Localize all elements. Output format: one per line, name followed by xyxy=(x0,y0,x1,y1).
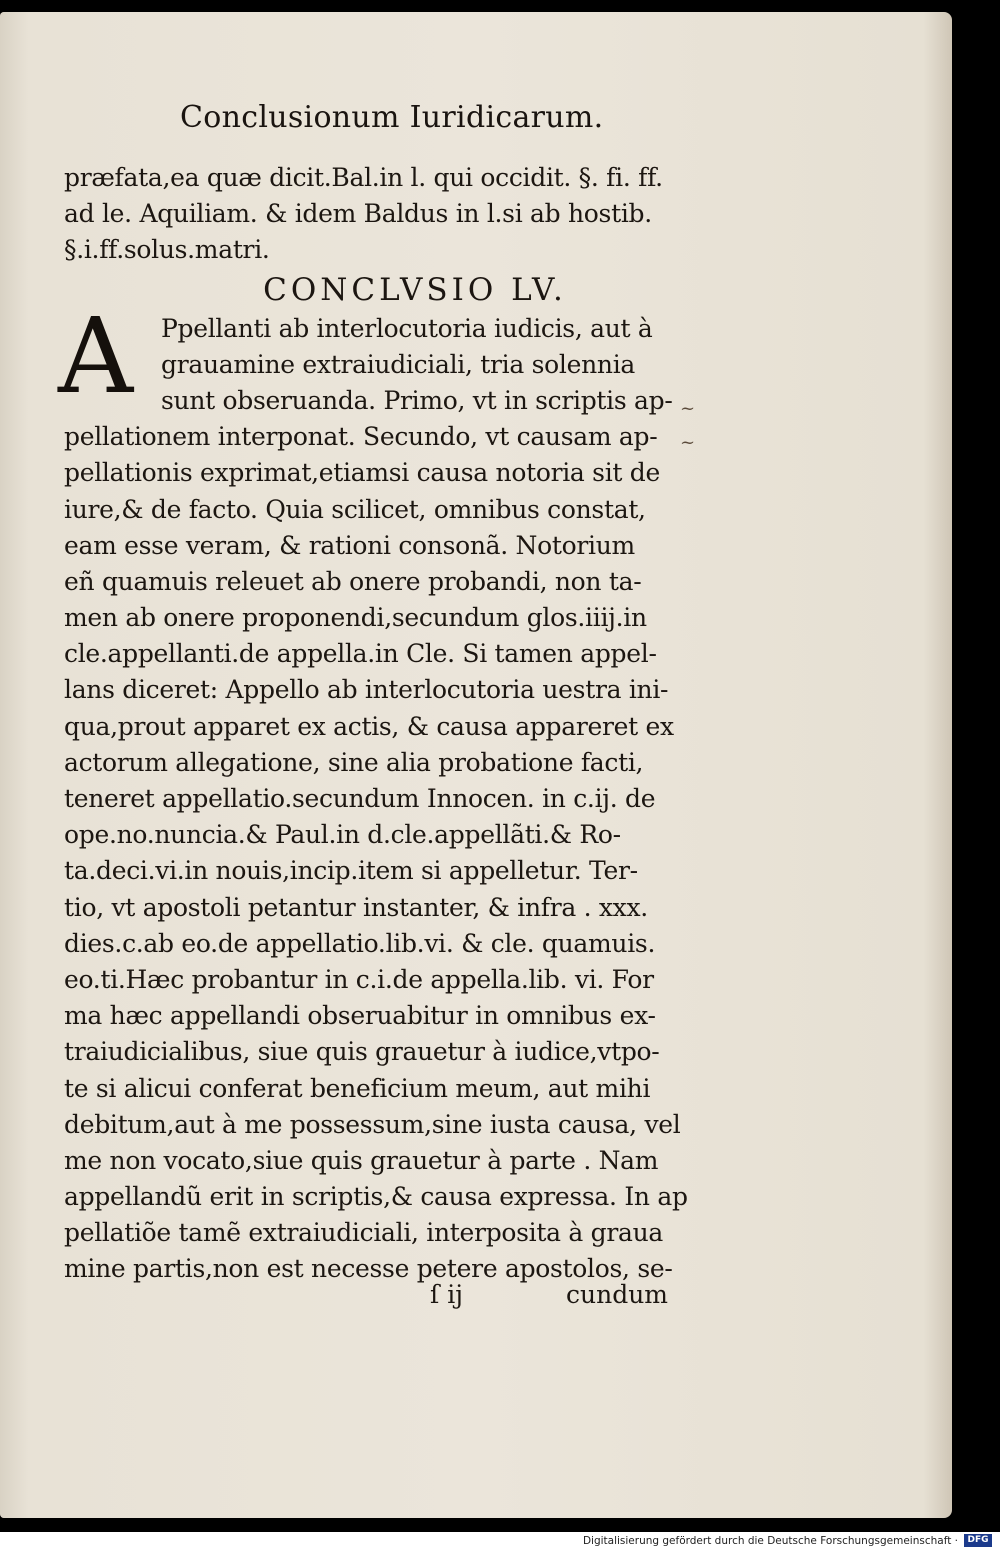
text-line: men ab onere proponendi,secundum glos.iiij.in xyxy=(64,603,647,633)
text-line: me non vocato,siue quis grauetur à parte . Nam xyxy=(64,1145,659,1175)
text-line: pellatiõe tamẽ extraiudiciali, interposita à graua xyxy=(64,1218,663,1248)
text-line: præfata,ea quæ dicit.Bal.in l. qui occidit. §. fi. ff. xyxy=(64,163,663,192)
text-line: teneret appellatio.secundum Innocen. in c.ij. de xyxy=(64,784,656,813)
text-line: lans diceret: Appello ab interlocutoria uestra ini- xyxy=(64,675,669,705)
signature-mark: ſ ij xyxy=(430,1280,463,1309)
text-line: Ppellanti ab interlocutoria iudicis, aut à xyxy=(161,313,653,343)
text-line: qua,prout apparet ex actis, & causa appareret ex xyxy=(64,711,674,741)
text-line: ta.deci.vi.in nouis,incip.item si appelletur. Ter- xyxy=(64,856,638,886)
decorated-initial: A xyxy=(58,295,134,417)
text-line: ope.no.nuncia.& Paul.in d.cle.appellãti.& Ro- xyxy=(64,820,621,850)
catchword: cundum xyxy=(566,1280,669,1309)
conclusion-heading: CONCLVSIO LV. xyxy=(263,271,567,308)
text-line: eñ quamuis releuet ab onere probandi, non ta- xyxy=(64,566,642,596)
dfg-logo[interactable]: DFG xyxy=(964,1534,992,1547)
text-line: ad le. Aquiliam. & idem Baldus in l.si ab hostib. xyxy=(64,199,652,229)
text-line: §.i.ff.solus.matri. xyxy=(64,235,270,265)
text-line: debitum,aut à me possessum,sine iusta causa, vel xyxy=(64,1109,681,1139)
text-block xyxy=(58,160,696,1288)
funding-credit: Digitalisierung gefördert durch die Deutsche Forschungsgemeinschaft · xyxy=(582,1535,958,1547)
margin-pen-marks: ~ ~ xyxy=(680,398,696,453)
text-line: ma hæc appellandi obseruabitur in omnibus ex- xyxy=(64,1001,656,1031)
text-line: pellationis exprimat,etiamsi causa notoria sit de xyxy=(64,458,660,488)
text-line: eo.ti.Hæc probantur in c.i.de appella.lib. vi. For xyxy=(64,964,654,994)
text-line: te si alicui conferat beneficium meum, aut mihi xyxy=(64,1073,651,1103)
text-line: appellandũ erit in scriptis,& causa expressa. In ap xyxy=(64,1182,688,1212)
text-line: mine partis,non est necesse petere apostolos, se- xyxy=(64,1254,673,1284)
text-line: sunt obseruanda. Primo, vt in scriptis ap- xyxy=(161,385,673,415)
text-line: iure,& de facto. Quia scilicet, omnibus constat, xyxy=(64,494,646,524)
text-line: eam esse veram, & rationi consonã. Notorium xyxy=(64,530,635,560)
text-line: actorum allegatione, sine alia probatione facti, xyxy=(64,747,644,777)
text-line: tio, vt apostoli petantur instanter, & infra . xxx. xyxy=(64,892,648,922)
text-line: pellationem interponat. Secundo, vt causam ap- xyxy=(64,422,658,452)
text-line: grauamine extraiudiciali, tria solennia xyxy=(161,349,636,379)
running-head: Conclusionum Iuridicarum. xyxy=(180,100,604,135)
text-line: dies.c.ab eo.de appellatio.lib.vi. & cle. quamuis. xyxy=(64,928,656,958)
text-line: cle.appellanti.de appella.in Cle. Si tamen appel- xyxy=(64,639,657,669)
text-line: traiudicialibus, siue quis grauetur à iudice,vtpo- xyxy=(64,1037,660,1067)
